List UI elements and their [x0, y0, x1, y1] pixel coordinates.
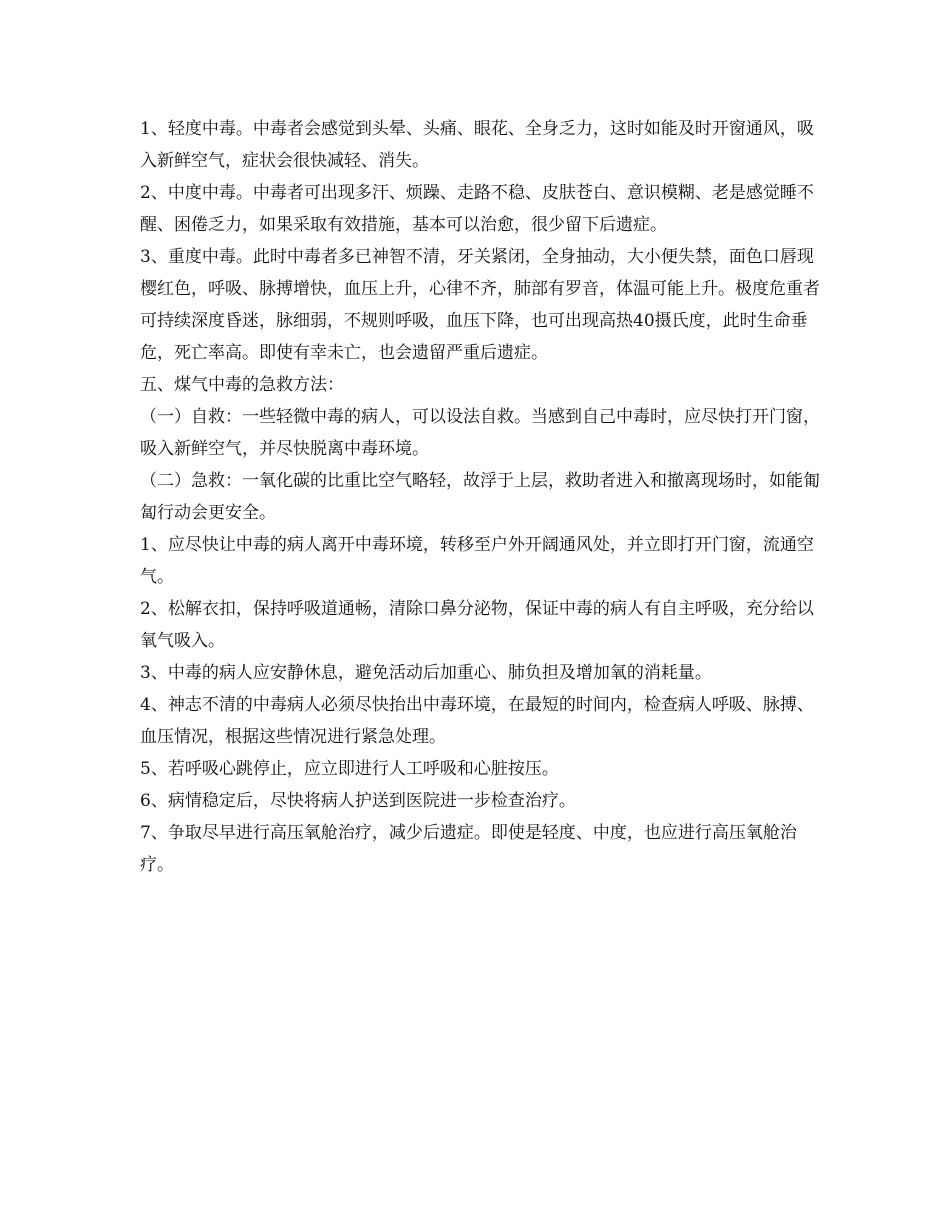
- list-item-step-6: 6、病情稳定后，尽快将病人护送到医院进一步检查治疗。: [140, 791, 576, 811]
- paragraph-self-rescue: （一）自救：一些轻微中毒的病人，可以设法自救。当感到自己中毒时，应尽快打开门窗，吸入新鲜空气，并尽快脱离中毒环境。: [140, 407, 820, 459]
- paragraph-emergency-rescue: （二）急救：一氧化碳的比重比空气略轻，故浮于上层，救助者进入和撤离现场时，如能匍匐行动会更安全。: [140, 471, 820, 523]
- paragraph-mild-poisoning: 1、轻度中毒。中毒者会感觉到头晕、头痛、眼花、全身乏力，这时如能及时开窗通风，吸入新鲜空气，症状会很快减轻、消失。: [140, 119, 814, 171]
- list-item-step-4: 4、神志不清的中毒病人必须尽快抬出中毒环境，在最短的时间内，检查病人呼吸、脉搏、血压情况，根据这些情况进行紧急处理。: [140, 695, 814, 747]
- list-item-step-3: 3、中毒的病人应安静休息，避免活动后加重心、肺负担及增加氧的消耗量。: [140, 663, 712, 683]
- paragraph-moderate-poisoning: 2、中度中毒。中毒者可出现多汗、烦躁、走路不稳、皮肤苍白、意识模糊、老是感觉睡不醒、困倦乏力，如果采取有效措施，基本可以治愈，很少留下后遗症。: [140, 183, 814, 235]
- paragraph-severe-poisoning: 3、重度中毒。此时中毒者多已神智不清，牙关紧闭，全身抽动，大小便失禁，面色口唇现樱红色，呼吸、脉搏增快，血压上升，心律不齐，肺部有罗音，体温可能上升。极度危重者可持续深度昏迷，脉细弱，不规则呼吸，血压下降，也可出现高热40摄氏度，此时生命垂危，死亡率高。即使有幸未亡，也会遗留严重后遗症。: [140, 247, 820, 363]
- list-item-step-7: 7、争取尽早进行高压氧舱治疗，减少后遗症。即使是轻度、中度，也应进行高压氧舱治疗。: [140, 823, 797, 875]
- document-body: [140, 113, 820, 881]
- list-item-step-1: 1、应尽快让中毒的病人离开中毒环境，转移至户外开阔通风处，并立即打开门窗，流通空气。: [140, 535, 814, 587]
- list-item-step-5: 5、若呼吸心跳停止，应立即进行人工呼吸和心脏按压。: [140, 759, 559, 779]
- section-heading-first-aid: 五、煤气中毒的急救方法：: [140, 375, 344, 395]
- list-item-step-2: 2、松解衣扣，保持呼吸道通畅，清除口鼻分泌物，保证中毒的病人有自主呼吸，充分给以氧气吸入。: [140, 599, 814, 651]
